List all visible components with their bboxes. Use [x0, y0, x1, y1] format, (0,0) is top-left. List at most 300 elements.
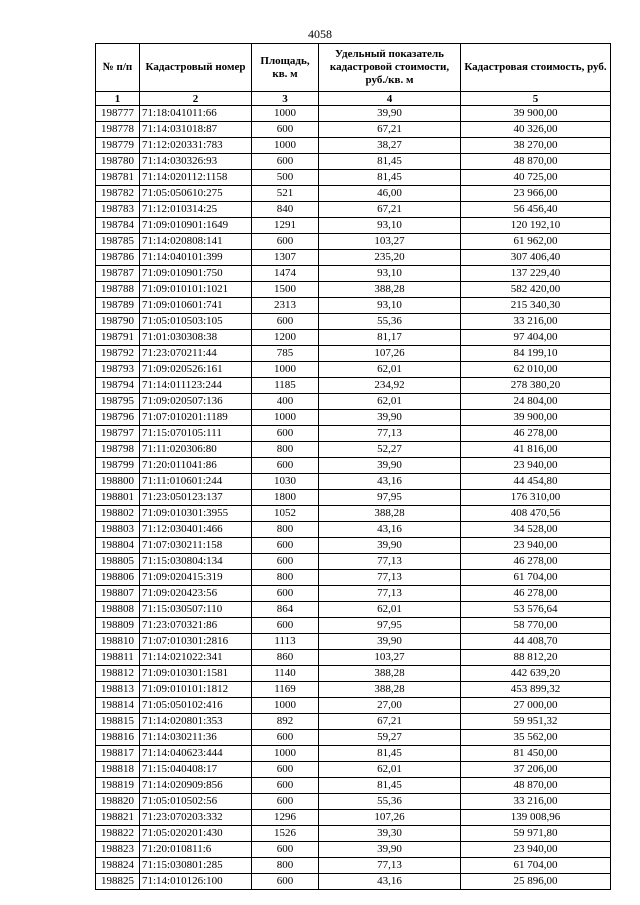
table-row — [96, 538, 611, 554]
cadastral-value-cell: 27 000,00 — [461, 698, 611, 714]
cadastral-value-cell: 39 900,00 — [461, 106, 611, 122]
specific-value-cell: 62,01 — [319, 602, 461, 618]
cadastral-value-cell: 582 420,00 — [461, 282, 611, 298]
row-number-cell: 198779 — [96, 138, 140, 154]
cadastral-value-cell: 40 326,00 — [461, 122, 611, 138]
area-cell: 1000 — [252, 410, 319, 426]
specific-value-cell: 43,16 — [319, 522, 461, 538]
header-cadastral-number: Кадастровый номер — [140, 44, 252, 92]
cadastral-value-cell: 62 010,00 — [461, 362, 611, 378]
area-cell: 600 — [252, 122, 319, 138]
table-row — [96, 570, 611, 586]
table-row — [96, 298, 611, 314]
specific-value-cell: 388,28 — [319, 282, 461, 298]
area-cell: 600 — [252, 730, 319, 746]
cadastral-value-cell: 48 870,00 — [461, 154, 611, 170]
cadastral-value-table — [95, 43, 611, 890]
cadastral-number-cell: 71:05:050610:275 — [140, 186, 252, 202]
cadastral-value-cell: 442 639,20 — [461, 666, 611, 682]
header-row-number: № п/п — [96, 44, 140, 92]
area-cell: 600 — [252, 314, 319, 330]
row-number-cell: 198810 — [96, 634, 140, 650]
row-number-cell: 198788 — [96, 282, 140, 298]
area-cell: 600 — [252, 458, 319, 474]
header-cadastral-value: Кадастровая стоимость, руб. — [461, 44, 611, 92]
specific-value-cell: 81,45 — [319, 746, 461, 762]
area-cell: 1200 — [252, 330, 319, 346]
cadastral-value-cell: 33 216,00 — [461, 794, 611, 810]
column-number-row — [96, 92, 611, 106]
cadastral-value-cell: 137 229,40 — [461, 266, 611, 282]
cadastral-number-cell: 71:14:010126:100 — [140, 874, 252, 890]
cadastral-number-cell: 71:09:010101:1812 — [140, 682, 252, 698]
area-cell: 860 — [252, 650, 319, 666]
area-cell: 1291 — [252, 218, 319, 234]
cadastral-number-cell: 71:15:070105:111 — [140, 426, 252, 442]
cadastral-number-cell: 71:01:030308:38 — [140, 330, 252, 346]
specific-value-cell: 103,27 — [319, 650, 461, 666]
specific-value-cell: 107,26 — [319, 810, 461, 826]
specific-value-cell: 39,90 — [319, 634, 461, 650]
area-cell: 1000 — [252, 106, 319, 122]
row-number-cell: 198825 — [96, 874, 140, 890]
row-number-cell: 198824 — [96, 858, 140, 874]
row-number-cell: 198800 — [96, 474, 140, 490]
area-cell: 864 — [252, 602, 319, 618]
cadastral-number-cell: 71:07:030211:158 — [140, 538, 252, 554]
cadastral-value-cell: 58 770,00 — [461, 618, 611, 634]
cadastral-number-cell: 71:09:020526:161 — [140, 362, 252, 378]
area-cell: 600 — [252, 842, 319, 858]
area-cell: 800 — [252, 858, 319, 874]
specific-value-cell: 27,00 — [319, 698, 461, 714]
row-number-cell: 198789 — [96, 298, 140, 314]
table-row — [96, 330, 611, 346]
specific-value-cell: 388,28 — [319, 506, 461, 522]
cadastral-number-cell: 71:15:030507:110 — [140, 602, 252, 618]
table-row — [96, 586, 611, 602]
specific-value-cell: 55,36 — [319, 314, 461, 330]
cadastral-number-cell: 71:09:020423:56 — [140, 586, 252, 602]
row-number-cell: 198786 — [96, 250, 140, 266]
area-cell: 800 — [252, 570, 319, 586]
cadastral-value-cell: 25 896,00 — [461, 874, 611, 890]
specific-value-cell: 39,30 — [319, 826, 461, 842]
specific-value-cell: 97,95 — [319, 490, 461, 506]
cadastral-value-cell: 24 804,00 — [461, 394, 611, 410]
area-cell: 1000 — [252, 746, 319, 762]
specific-value-cell: 388,28 — [319, 682, 461, 698]
table-row — [96, 746, 611, 762]
area-cell: 1140 — [252, 666, 319, 682]
specific-value-cell: 81,17 — [319, 330, 461, 346]
cadastral-number-cell: 71:09:010901:1649 — [140, 218, 252, 234]
table-row — [96, 810, 611, 826]
cadastral-value-cell: 38 270,00 — [461, 138, 611, 154]
cadastral-value-cell: 307 406,40 — [461, 250, 611, 266]
cadastral-value-cell: 81 450,00 — [461, 746, 611, 762]
cadastral-value-cell: 35 562,00 — [461, 730, 611, 746]
area-cell: 1030 — [252, 474, 319, 490]
table-row — [96, 554, 611, 570]
specific-value-cell: 43,16 — [319, 874, 461, 890]
table-row — [96, 698, 611, 714]
cadastral-number-cell: 71:20:011041:86 — [140, 458, 252, 474]
area-cell: 600 — [252, 778, 319, 794]
cadastral-value-cell: 46 278,00 — [461, 554, 611, 570]
area-cell: 840 — [252, 202, 319, 218]
table-row — [96, 634, 611, 650]
table-row — [96, 618, 611, 634]
table-body — [96, 106, 611, 890]
specific-value-cell: 59,27 — [319, 730, 461, 746]
cadastral-number-cell: 71:07:010201:1189 — [140, 410, 252, 426]
area-cell: 1474 — [252, 266, 319, 282]
row-number-cell: 198817 — [96, 746, 140, 762]
table-row — [96, 122, 611, 138]
area-cell: 500 — [252, 170, 319, 186]
specific-value-cell: 38,27 — [319, 138, 461, 154]
row-number-cell: 198808 — [96, 602, 140, 618]
table-row — [96, 730, 611, 746]
cadastral-value-cell: 40 725,00 — [461, 170, 611, 186]
row-number-cell: 198794 — [96, 378, 140, 394]
cadastral-number-cell: 71:09:010601:741 — [140, 298, 252, 314]
cadastral-value-cell: 39 900,00 — [461, 410, 611, 426]
row-number-cell: 198785 — [96, 234, 140, 250]
cadastral-number-cell: 71:14:040101:399 — [140, 250, 252, 266]
row-number-cell: 198820 — [96, 794, 140, 810]
table-row — [96, 250, 611, 266]
specific-value-cell: 39,90 — [319, 410, 461, 426]
specific-value-cell: 77,13 — [319, 858, 461, 874]
area-cell: 1113 — [252, 634, 319, 650]
cadastral-number-cell: 71:09:010101:1021 — [140, 282, 252, 298]
table-row — [96, 346, 611, 362]
area-cell: 1000 — [252, 362, 319, 378]
specific-value-cell: 235,20 — [319, 250, 461, 266]
row-number-cell: 198806 — [96, 570, 140, 586]
cadastral-number-cell: 71:05:050102:416 — [140, 698, 252, 714]
cadastral-value-cell: 97 404,00 — [461, 330, 611, 346]
cadastral-value-cell: 53 576,64 — [461, 602, 611, 618]
cadastral-number-cell: 71:14:021022:341 — [140, 650, 252, 666]
cadastral-number-cell: 71:18:041011:66 — [140, 106, 252, 122]
area-cell: 600 — [252, 586, 319, 602]
cadastral-number-cell: 71:09:010901:750 — [140, 266, 252, 282]
row-number-cell: 198819 — [96, 778, 140, 794]
column-number: 3 — [252, 92, 319, 106]
row-number-cell: 198798 — [96, 442, 140, 458]
area-cell: 800 — [252, 442, 319, 458]
area-cell: 600 — [252, 554, 319, 570]
cadastral-number-cell: 71:12:030401:466 — [140, 522, 252, 538]
cadastral-value-cell: 84 199,10 — [461, 346, 611, 362]
specific-value-cell: 107,26 — [319, 346, 461, 362]
page-number: 4058 — [308, 27, 332, 41]
table-row — [96, 442, 611, 458]
column-number: 5 — [461, 92, 611, 106]
area-cell: 1500 — [252, 282, 319, 298]
row-number-cell: 198781 — [96, 170, 140, 186]
cadastral-number-cell: 71:11:020306:80 — [140, 442, 252, 458]
cadastral-number-cell: 71:14:030211:36 — [140, 730, 252, 746]
area-cell: 600 — [252, 618, 319, 634]
specific-value-cell: 67,21 — [319, 122, 461, 138]
table-row — [96, 762, 611, 778]
specific-value-cell: 93,10 — [319, 298, 461, 314]
specific-value-cell: 234,92 — [319, 378, 461, 394]
cadastral-number-cell: 71:15:030804:134 — [140, 554, 252, 570]
table-row — [96, 154, 611, 170]
row-number-cell: 198811 — [96, 650, 140, 666]
cadastral-number-cell: 71:15:040408:17 — [140, 762, 252, 778]
row-number-cell: 198799 — [96, 458, 140, 474]
specific-value-cell: 62,01 — [319, 762, 461, 778]
table-row — [96, 218, 611, 234]
area-cell: 600 — [252, 794, 319, 810]
table-row — [96, 666, 611, 682]
area-cell: 1000 — [252, 698, 319, 714]
table-row — [96, 474, 611, 490]
area-cell: 600 — [252, 874, 319, 890]
table-row — [96, 314, 611, 330]
specific-value-cell: 81,45 — [319, 778, 461, 794]
cadastral-value-cell: 44 454,80 — [461, 474, 611, 490]
area-cell: 1800 — [252, 490, 319, 506]
table-row — [96, 490, 611, 506]
row-number-cell: 198801 — [96, 490, 140, 506]
cadastral-value-cell: 23 966,00 — [461, 186, 611, 202]
cadastral-number-cell: 71:11:010601:244 — [140, 474, 252, 490]
cadastral-value-cell: 34 528,00 — [461, 522, 611, 538]
cadastral-value-cell: 59 951,32 — [461, 714, 611, 730]
row-number-cell: 198805 — [96, 554, 140, 570]
cadastral-number-cell: 71:14:020909:856 — [140, 778, 252, 794]
row-number-cell: 198803 — [96, 522, 140, 538]
row-number-cell: 198777 — [96, 106, 140, 122]
table-row — [96, 842, 611, 858]
row-number-cell: 198815 — [96, 714, 140, 730]
cadastral-number-cell: 71:05:010502:56 — [140, 794, 252, 810]
area-cell: 400 — [252, 394, 319, 410]
cadastral-value-cell: 139 008,96 — [461, 810, 611, 826]
specific-value-cell: 77,13 — [319, 554, 461, 570]
table-row — [96, 778, 611, 794]
specific-value-cell: 97,95 — [319, 618, 461, 634]
specific-value-cell: 39,90 — [319, 458, 461, 474]
row-number-cell: 198802 — [96, 506, 140, 522]
area-cell: 600 — [252, 154, 319, 170]
column-number: 4 — [319, 92, 461, 106]
cadastral-value-cell: 44 408,70 — [461, 634, 611, 650]
cadastral-number-cell: 71:09:020415:319 — [140, 570, 252, 586]
cadastral-number-cell: 71:14:020112:1158 — [140, 170, 252, 186]
specific-value-cell: 55,36 — [319, 794, 461, 810]
table-row — [96, 234, 611, 250]
cadastral-value-cell: 46 278,00 — [461, 426, 611, 442]
area-cell: 800 — [252, 522, 319, 538]
column-number: 1 — [96, 92, 140, 106]
specific-value-cell: 93,10 — [319, 218, 461, 234]
row-number-cell: 198816 — [96, 730, 140, 746]
specific-value-cell: 81,45 — [319, 170, 461, 186]
cadastral-number-cell: 71:14:040623:444 — [140, 746, 252, 762]
cadastral-value-cell: 23 940,00 — [461, 538, 611, 554]
table-row — [96, 138, 611, 154]
area-cell: 1000 — [252, 138, 319, 154]
cadastral-number-cell: 71:09:010301:1581 — [140, 666, 252, 682]
header-specific-value: Удельный показатель кадастровой стоимости, руб./кв. м — [319, 44, 461, 92]
row-number-cell: 198818 — [96, 762, 140, 778]
specific-value-cell: 39,90 — [319, 538, 461, 554]
area-cell: 1307 — [252, 250, 319, 266]
cadastral-number-cell: 71:05:010503:105 — [140, 314, 252, 330]
table-row — [96, 202, 611, 218]
cadastral-value-cell: 59 971,80 — [461, 826, 611, 842]
table-row — [96, 650, 611, 666]
specific-value-cell: 62,01 — [319, 394, 461, 410]
row-number-cell: 198787 — [96, 266, 140, 282]
specific-value-cell: 43,16 — [319, 474, 461, 490]
row-number-cell: 198780 — [96, 154, 140, 170]
cadastral-number-cell: 71:15:030801:285 — [140, 858, 252, 874]
header-row — [96, 44, 611, 92]
cadastral-number-cell: 71:14:020808:141 — [140, 234, 252, 250]
cadastral-number-cell: 71:12:010314:25 — [140, 202, 252, 218]
row-number-cell: 198791 — [96, 330, 140, 346]
table-row — [96, 858, 611, 874]
table-row — [96, 826, 611, 842]
cadastral-number-cell: 71:07:010301:2816 — [140, 634, 252, 650]
cadastral-value-cell: 408 470,56 — [461, 506, 611, 522]
table-row — [96, 106, 611, 122]
area-cell: 600 — [252, 426, 319, 442]
table-row — [96, 506, 611, 522]
cadastral-value-cell: 61 704,00 — [461, 858, 611, 874]
table-row — [96, 362, 611, 378]
specific-value-cell: 39,90 — [319, 106, 461, 122]
row-number-cell: 198814 — [96, 698, 140, 714]
table-row — [96, 378, 611, 394]
specific-value-cell: 93,10 — [319, 266, 461, 282]
cadastral-value-cell: 453 899,32 — [461, 682, 611, 698]
cadastral-value-cell: 56 456,40 — [461, 202, 611, 218]
specific-value-cell: 77,13 — [319, 426, 461, 442]
area-cell: 521 — [252, 186, 319, 202]
cadastral-number-cell: 71:14:011123:244 — [140, 378, 252, 394]
cadastral-value-cell: 23 940,00 — [461, 458, 611, 474]
cadastral-number-cell: 71:09:010301:3955 — [140, 506, 252, 522]
row-number-cell: 198807 — [96, 586, 140, 602]
cadastral-number-cell: 71:23:070321:86 — [140, 618, 252, 634]
specific-value-cell: 103,27 — [319, 234, 461, 250]
row-number-cell: 198793 — [96, 362, 140, 378]
row-number-cell: 198823 — [96, 842, 140, 858]
specific-value-cell: 81,45 — [319, 154, 461, 170]
row-number-cell: 198778 — [96, 122, 140, 138]
cadastral-number-cell: 71:12:020331:783 — [140, 138, 252, 154]
specific-value-cell: 46,00 — [319, 186, 461, 202]
row-number-cell: 198792 — [96, 346, 140, 362]
specific-value-cell: 388,28 — [319, 666, 461, 682]
table-row — [96, 794, 611, 810]
cadastral-number-cell: 71:23:050123:137 — [140, 490, 252, 506]
table-row — [96, 186, 611, 202]
cadastral-value-cell: 23 940,00 — [461, 842, 611, 858]
cadastral-value-cell: 61 704,00 — [461, 570, 611, 586]
table-row — [96, 282, 611, 298]
specific-value-cell: 67,21 — [319, 714, 461, 730]
specific-value-cell: 52,27 — [319, 442, 461, 458]
area-cell: 600 — [252, 762, 319, 778]
area-cell: 1169 — [252, 682, 319, 698]
table-row — [96, 682, 611, 698]
cadastral-value-cell: 278 380,20 — [461, 378, 611, 394]
cadastral-value-cell: 41 816,00 — [461, 442, 611, 458]
cadastral-number-cell: 71:05:020201:430 — [140, 826, 252, 842]
cadastral-number-cell: 71:23:070211:44 — [140, 346, 252, 362]
table-row — [96, 874, 611, 890]
table-row — [96, 522, 611, 538]
row-number-cell: 198804 — [96, 538, 140, 554]
cadastral-number-cell: 71:09:020507:136 — [140, 394, 252, 410]
area-cell: 785 — [252, 346, 319, 362]
specific-value-cell: 67,21 — [319, 202, 461, 218]
column-number: 2 — [140, 92, 252, 106]
row-number-cell: 198813 — [96, 682, 140, 698]
area-cell: 1296 — [252, 810, 319, 826]
area-cell: 1185 — [252, 378, 319, 394]
cadastral-value-cell: 33 216,00 — [461, 314, 611, 330]
cadastral-value-cell: 61 962,00 — [461, 234, 611, 250]
row-number-cell: 198796 — [96, 410, 140, 426]
table-row — [96, 266, 611, 282]
area-cell: 600 — [252, 538, 319, 554]
cadastral-value-cell: 88 812,20 — [461, 650, 611, 666]
row-number-cell: 198797 — [96, 426, 140, 442]
table-row — [96, 394, 611, 410]
cadastral-number-cell: 71:14:030326:93 — [140, 154, 252, 170]
table-row — [96, 458, 611, 474]
header-area: Площадь, кв. м — [252, 44, 319, 92]
row-number-cell: 198812 — [96, 666, 140, 682]
cadastral-number-cell: 71:23:070203:332 — [140, 810, 252, 826]
row-number-cell: 198783 — [96, 202, 140, 218]
cadastral-value-cell: 215 340,30 — [461, 298, 611, 314]
cadastral-number-cell: 71:14:020801:353 — [140, 714, 252, 730]
row-number-cell: 198790 — [96, 314, 140, 330]
row-number-cell: 198795 — [96, 394, 140, 410]
cadastral-value-cell: 176 310,00 — [461, 490, 611, 506]
cadastral-value-cell: 46 278,00 — [461, 586, 611, 602]
specific-value-cell: 77,13 — [319, 586, 461, 602]
area-cell: 1052 — [252, 506, 319, 522]
row-number-cell: 198784 — [96, 218, 140, 234]
table-row — [96, 170, 611, 186]
row-number-cell: 198821 — [96, 810, 140, 826]
row-number-cell: 198782 — [96, 186, 140, 202]
area-cell: 2313 — [252, 298, 319, 314]
specific-value-cell: 39,90 — [319, 842, 461, 858]
table-row — [96, 426, 611, 442]
specific-value-cell: 62,01 — [319, 362, 461, 378]
table-row — [96, 410, 611, 426]
row-number-cell: 198822 — [96, 826, 140, 842]
area-cell: 892 — [252, 714, 319, 730]
table-row — [96, 714, 611, 730]
cadastral-value-cell: 48 870,00 — [461, 778, 611, 794]
